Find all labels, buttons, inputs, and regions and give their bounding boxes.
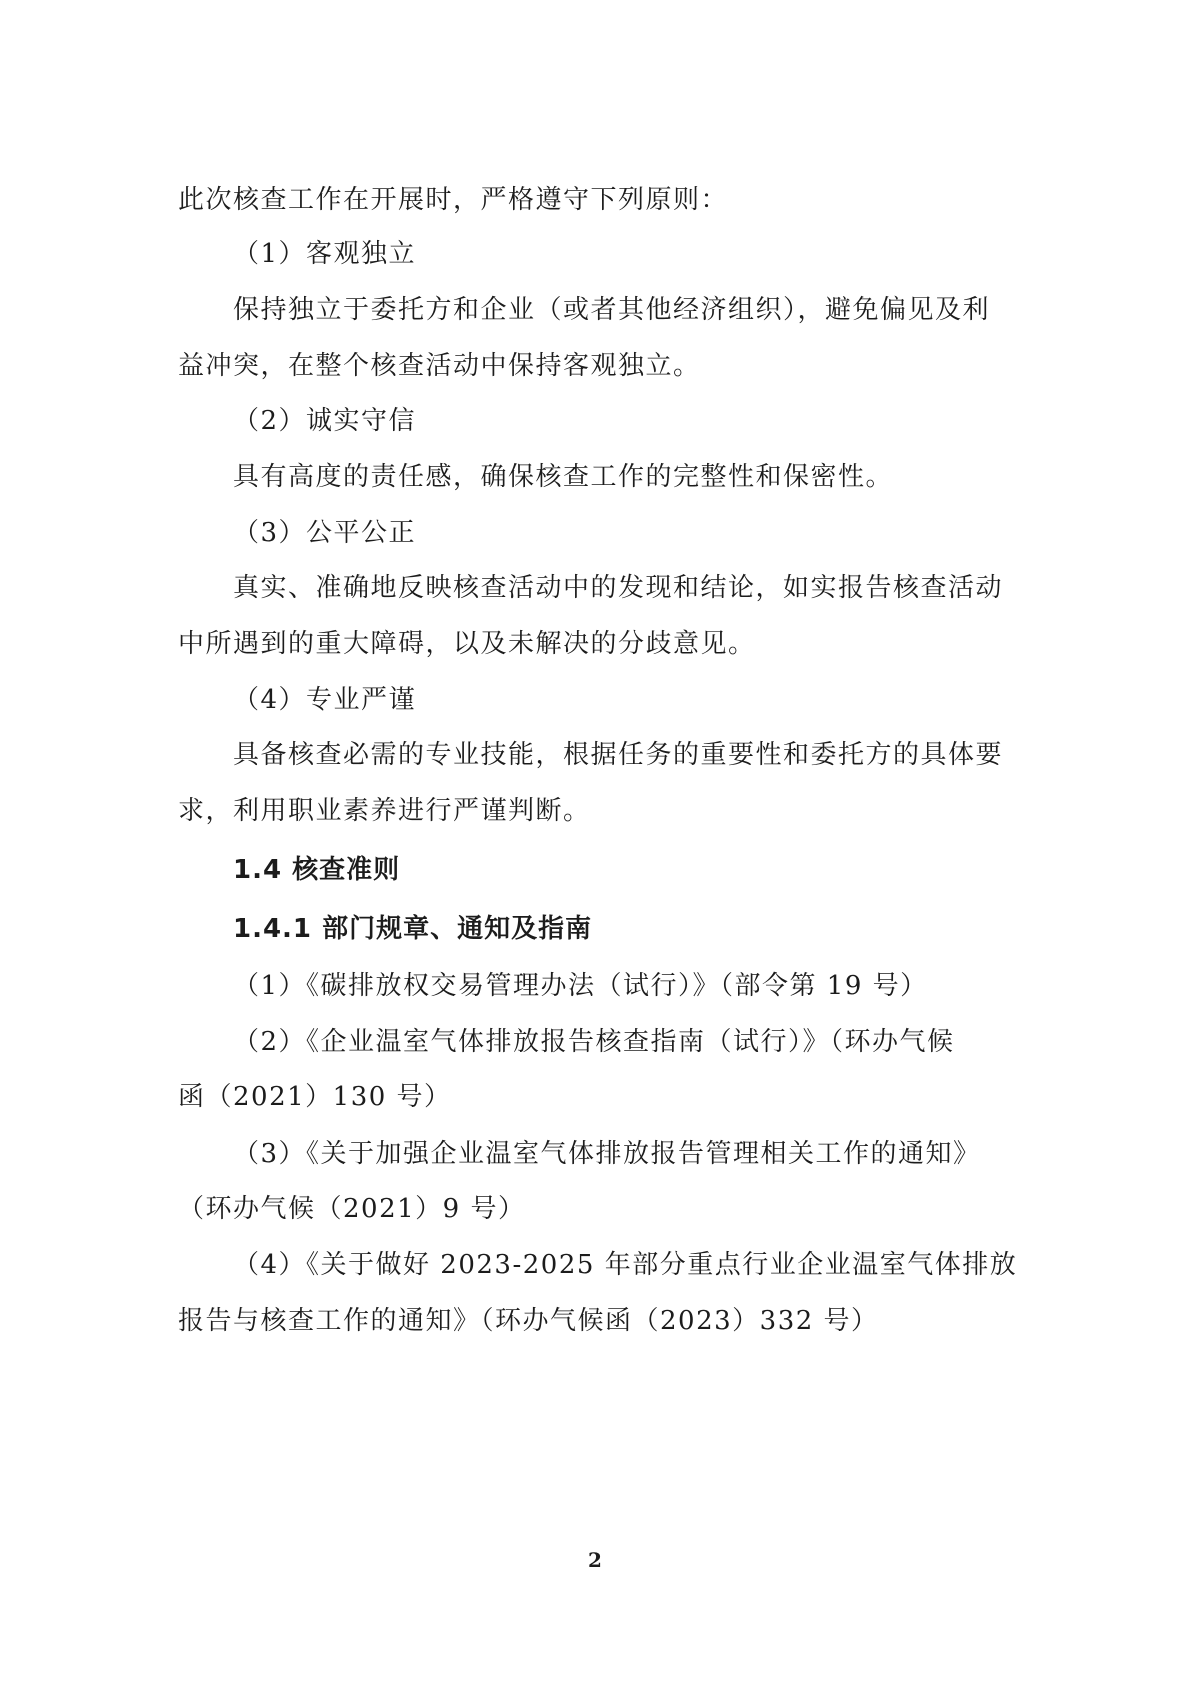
principle-4-text-line: 具备核查必需的专业技能，根据任务的重要性和委托方的具体要 [233,740,1004,770]
principle-4-label: （4）专业严谨 [233,685,417,715]
principle-3-text-line: 真实、准确地反映核查活动中的发现和结论，如实报告核查活动 [233,573,1004,603]
principle-2-label: （2）诚实守信 [233,406,417,436]
section-heading: 1.4 核查准则 [233,855,401,885]
principle-3-label: （3）公平公正 [233,518,417,548]
reference-2-line: 函（2021）130 号） [178,1082,452,1112]
reference-4-line: 报告与核查工作的通知》（环办气候函（2023）332 号） [178,1306,879,1336]
principle-2-text-line: 具有高度的责任感，确保核查工作的完整性和保密性。 [233,462,894,492]
subsection-heading: 1.4.1 部门规章、通知及指南 [233,914,593,944]
reference-3-line: （环办气候（2021）9 号） [178,1194,526,1224]
principle-3-text-line: 中所遇到的重大障碍，以及未解决的分歧意见。 [178,629,756,659]
principle-1-text-line: 益冲突，在整个核查活动中保持客观独立。 [178,351,701,381]
principle-1-label: （1）客观独立 [233,239,417,269]
principle-4-text-line: 求，利用职业素养进行严谨判断。 [178,796,591,826]
page-number: 2 [588,1548,602,1572]
principle-1-text-line: 保持独立于委托方和企业（或者其他经济组织），避免偏见及利 [233,295,991,325]
reference-1-line: （1）《碳排放权交易管理办法（试行）》（部令第 19 号） [233,971,928,1001]
intro-paragraph: 此次核查工作在开展时，严格遵守下列原则： [178,185,729,215]
reference-3-line: （3）《关于加强企业温室气体排放报告管理相关工作的通知》 [233,1139,981,1169]
reference-4-line: （4）《关于做好 2023-2025 年部分重点行业企业温室气体排放 [233,1250,1018,1280]
reference-2-line: （2）《企业温室气体排放报告核查指南（试行）》（环办气候 [233,1027,955,1057]
